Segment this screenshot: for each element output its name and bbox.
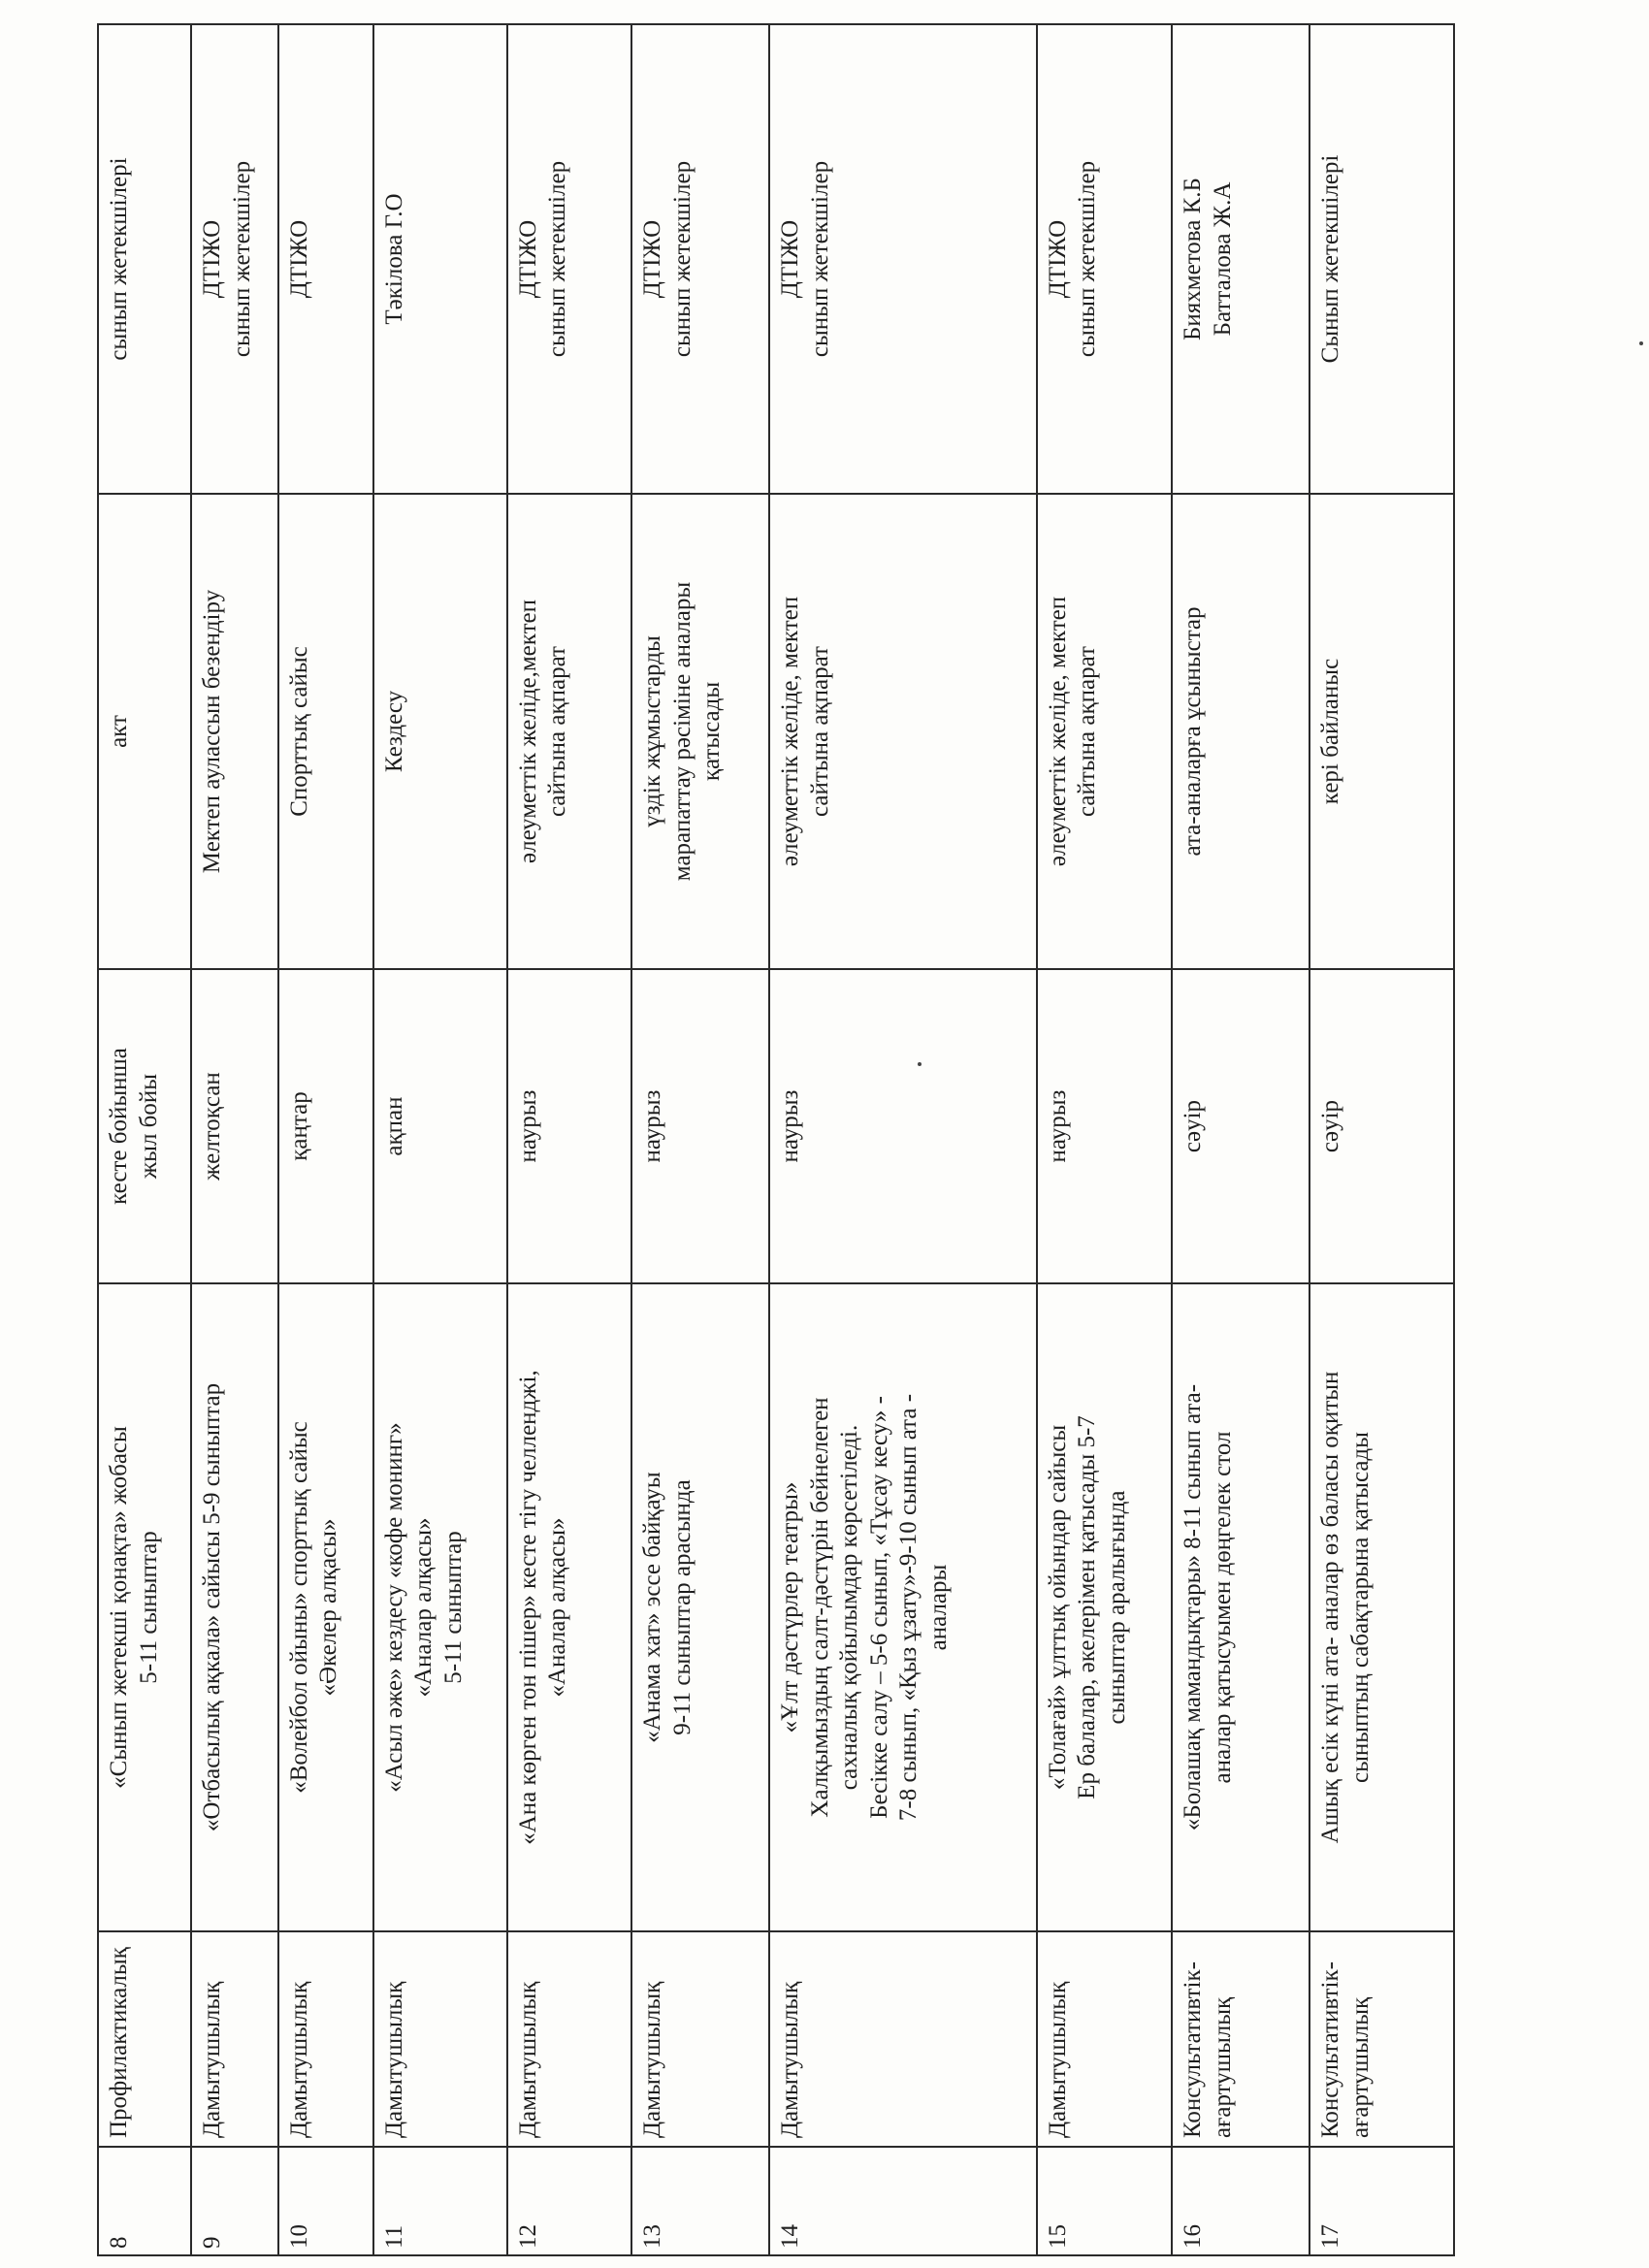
cell-event: «Толағай» ұлттық ойындар сайысы Ер балалар, әкелерімен қатысады 5-7 сыныптар аралығында <box>1037 1283 1173 1931</box>
table-row <box>98 24 191 2255</box>
cell-type: Дамытушылық <box>1037 1931 1173 2147</box>
cell-responsible: сынып жетекшілері <box>98 24 191 494</box>
cell-type: Дамытушылық <box>507 1931 632 2147</box>
cell-deadline: желтоқсан <box>191 969 278 1283</box>
cell-event: «Ана көрген тон пішер» кесте тігу челленджі, «Аналар алқасы» <box>507 1283 632 1931</box>
cell-deadline: сәуір <box>1310 969 1454 1283</box>
cell-event: «Отбасылық ақкала» сайысы 5-9 сыныптар <box>191 1283 278 1931</box>
cell-result: кері байланыс <box>1310 494 1454 969</box>
cell-responsible: ДТІЖО сынып жетекшілер <box>1037 24 1173 494</box>
activity-plan-table <box>97 23 1455 2256</box>
table-row <box>191 24 278 2255</box>
cell-number: 13 <box>631 2147 769 2255</box>
cell-responsible: Бияхметова К.Б Батталова Ж.А <box>1172 24 1310 494</box>
cell-deadline: наурыз <box>1037 969 1173 1283</box>
table-body <box>98 24 1454 2255</box>
cell-result: Кездесу <box>373 494 507 969</box>
cell-number: 8 <box>98 2147 191 2255</box>
cell-number: 12 <box>507 2147 632 2255</box>
cell-number: 17 <box>1310 2147 1454 2255</box>
cell-result: ата-аналарға ұсыныстар <box>1172 494 1310 969</box>
cell-result: Мектеп аулассын безендіру <box>191 494 278 969</box>
table-row <box>1037 24 1173 2255</box>
cell-responsible: Тәкілова Г.О <box>373 24 507 494</box>
cell-result: Спорттық сайыс <box>278 494 373 969</box>
cell-result: әлеуметтік желіде, мектеп сайтына ақпарат <box>769 494 1036 969</box>
table-row <box>373 24 507 2255</box>
cell-number: 10 <box>278 2147 373 2255</box>
scan-speck <box>918 1062 922 1066</box>
cell-type: Дамытушылық <box>191 1931 278 2147</box>
cell-responsible: Сынып жетекшілері <box>1310 24 1454 494</box>
cell-deadline: наурыз <box>769 969 1036 1283</box>
cell-result: үздік жұмыстарды марапаттау рәсіміне аналары қатысады <box>631 494 769 969</box>
cell-number: 16 <box>1172 2147 1310 2255</box>
cell-event: «Анама хат» эссе байқауы 9-11 сыныптар арасында <box>631 1283 769 1931</box>
table-row <box>769 24 1036 2255</box>
table-row <box>278 24 373 2255</box>
cell-type: Дамытушылық <box>631 1931 769 2147</box>
cell-responsible: ДТІЖО сынып жетекшілер <box>769 24 1036 494</box>
cell-event: «Болашақ мамандықтары» 8-11 сынып ата- аналар қатысуымен дөңгелек стол <box>1172 1283 1310 1931</box>
cell-number: 15 <box>1037 2147 1173 2255</box>
cell-responsible: ДТІЖО сынып жетекшілер <box>191 24 278 494</box>
cell-number: 14 <box>769 2147 1036 2255</box>
cell-number: 11 <box>373 2147 507 2255</box>
cell-event: «Волейбол ойыны» спорттық сайыс «Әкелер алқасы» <box>278 1283 373 1931</box>
cell-type: Консультативтік- ағартушылық <box>1172 1931 1310 2147</box>
cell-result: акт <box>98 494 191 969</box>
cell-deadline: наурыз <box>631 969 769 1283</box>
table-row <box>1310 24 1454 2255</box>
cell-event: Ашық есік күні ата- аналар өз баласы оқитын сыныптың сабақтарына қатысады <box>1310 1283 1454 1931</box>
cell-type: Консультативтік- ағартушылық <box>1310 1931 1454 2147</box>
cell-result: әлеуметтік желіде, мектеп сайтына ақпарат <box>1037 494 1173 969</box>
cell-event: «Асыл әже» кездесу «кофе монинг» «Аналар алқасы» 5-11 сыныптар <box>373 1283 507 1931</box>
cell-type: Дамытушылық <box>278 1931 373 2147</box>
cell-result: әлеуметтік желіде,мектеп сайтына ақпарат <box>507 494 632 969</box>
cell-deadline: кесте бойынша жыл бойы <box>98 969 191 1283</box>
cell-deadline: сәуір <box>1172 969 1310 1283</box>
table-row <box>507 24 632 2255</box>
cell-deadline: наурыз <box>507 969 632 1283</box>
cell-responsible: ДТІЖО сынып жетекшілер <box>631 24 769 494</box>
cell-responsible: ДТІЖО <box>278 24 373 494</box>
cell-event: «Ұлт дәстүрлер театры» Халқымыздың салт-дәстүрін бейнелеген сахналық қойылымдар көрсетіледі. Бесікке салу – 5-6 сынып, «Тұсау кесу» - 7-8 сынып, «Қыз ұзату»-9-10 сынып ата - аналары <box>769 1283 1036 1931</box>
scan-speck <box>1639 341 1643 345</box>
cell-type: Дамытушылық <box>769 1931 1036 2147</box>
table-row <box>631 24 769 2255</box>
cell-number: 9 <box>191 2147 278 2255</box>
cell-responsible: ДТІЖО сынып жетекшілер <box>507 24 632 494</box>
cell-type: Дамытушылық <box>373 1931 507 2147</box>
rotated-page <box>97 25 1455 2256</box>
cell-deadline: ақпан <box>373 969 507 1283</box>
cell-deadline: қаңтар <box>278 969 373 1283</box>
cell-event: «Сынып жетекші қонақта» жобасы 5-11 сыныптар <box>98 1283 191 1931</box>
table-row <box>1172 24 1310 2255</box>
cell-type: Профилактикалық <box>98 1931 191 2147</box>
